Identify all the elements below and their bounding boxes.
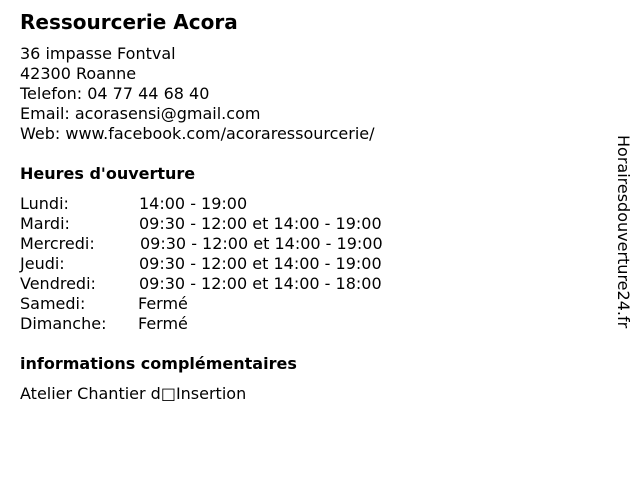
day-label: Samedi:	[20, 294, 86, 313]
day-hours: 09:30 - 12:00 et 14:00 - 19:00	[139, 254, 382, 273]
day-label: Jeudi:	[20, 254, 65, 273]
address-street: 36 impasse Fontval	[20, 44, 176, 63]
site-watermark: Horairesdouverture24.fr	[614, 135, 633, 329]
day-hours: 14:00 - 19:00	[139, 194, 248, 213]
info-heading: informations complémentaires	[20, 354, 297, 373]
day-hours: 09:30 - 12:00 et 14:00 - 19:00	[139, 214, 382, 233]
day-hours: Fermé	[138, 294, 188, 313]
phone-line: Telefon: 04 77 44 68 40	[20, 84, 210, 103]
address-city: 42300 Roanne	[20, 64, 137, 83]
contact-block	[20, 44, 375, 144]
day-label: Mardi:	[20, 214, 70, 233]
day-label: Lundi:	[20, 194, 69, 213]
day-label: Dimanche:	[20, 314, 107, 333]
day-label: Vendredi:	[20, 274, 96, 293]
info-text: Atelier Chantier d□Insertion	[20, 384, 247, 403]
hours-heading: Heures d'ouverture	[20, 164, 196, 183]
day-hours: Fermé	[138, 314, 188, 333]
email-line: Email: acorasensi@gmail.com	[20, 104, 261, 123]
day-label: Mercredi:	[20, 234, 95, 253]
day-hours: 09:30 - 12:00 et 14:00 - 19:00	[140, 234, 383, 253]
web-line: Web: www.facebook.com/acoraressourcerie/	[20, 124, 375, 143]
day-hours: 09:30 - 12:00 et 14:00 - 18:00	[139, 274, 382, 293]
business-name: Ressourcerie Acora	[20, 10, 238, 34]
